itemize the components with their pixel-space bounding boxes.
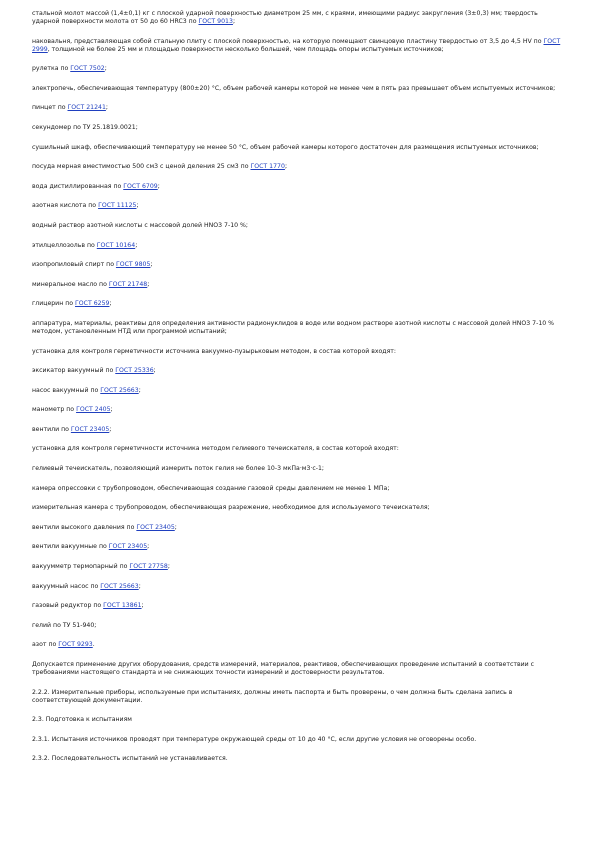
paragraph-text: посуда мерная вместимостью 500 см3 с ценой деления 25 см3 по [32,163,251,171]
paragraph-text: камера опрессовки с трубопроводом, обеспечивающая создание газовой среды давлением не менее 1 МПа; [32,484,390,492]
paragraph-p27 [32,543,563,551]
paragraph-p2 [32,38,563,54]
paragraph-p6 [32,124,563,132]
paragraph-text: ; [157,182,160,190]
paragraph-text: Допускается применение других оборудования, средств измерений, материалов, реактивов, обеспечивающих проведение испытаний в соответствии с требованиями настоящего стандарта и не снижающих точности измерений и достоверности результатов. [32,661,535,676]
paragraph-text: ; [109,425,112,433]
paragraph-text: ; [167,563,170,571]
standard-reference-link[interactable]: ГОСТ 11125 [98,202,137,210]
standard-reference-link[interactable]: ГОСТ 7502 [70,65,105,73]
standard-reference-link[interactable]: ГОСТ 6709 [123,182,158,190]
standard-reference-link[interactable]: ГОСТ 21241 [67,104,106,112]
paragraph-text: ; [147,280,150,288]
paragraph-text: азотная кислота по [32,202,99,210]
paragraph-p24 [32,485,563,493]
paragraph-p9 [32,183,563,191]
standard-reference-link[interactable]: ГОСТ 23405 [70,425,110,433]
standard-reference-link[interactable]: ГОСТ 13861 [103,602,142,610]
paragraph-text: водный раствор азотной кислоты с массовой долей HNO3 7-10 %; [32,221,249,229]
paragraph-text: ; [138,582,141,590]
paragraph-text: электропечь, обеспечивающая температуру (800±20) °С, объем рабочей камеры которой не менее чем в пять раз превышает объем испытуемых источников; [32,84,556,92]
paragraph-p1 [32,10,563,26]
paragraph-text: 2.3.2. Последовательность испытаний не устанавливается. [32,755,228,763]
paragraph-text: ; [153,367,156,375]
standard-reference-link[interactable]: ГОСТ 1770 [250,163,285,171]
paragraph-text: эксикатор вакуумный по [32,367,116,375]
paragraph-text: вентили по [32,425,71,433]
paragraph-text: глицерин по [32,300,76,308]
paragraph-p10 [32,202,563,210]
paragraph-p18 [32,367,563,375]
paragraph-p11 [32,222,563,230]
paragraph-p13 [32,261,563,269]
paragraph-text: 2.3.1. Испытания источников проводят при температуре окружающей среды от 10 до 40 °С, если другие условия не оговорены особо. [32,735,477,743]
standard-reference-link[interactable]: ГОСТ 25336 [115,367,154,375]
paragraph-text: секундомер по ТУ 25.1819.0021; [32,123,138,131]
paragraph-text: вентили вакуумные по [32,543,109,551]
paragraph-text: изопропиловый спирт по [32,261,116,269]
paragraph-text: вакуумметр термопарный по [32,563,130,571]
paragraph-text: ; [138,386,141,394]
paragraph-text: измерительная камера с трубопроводом, обеспечивающая разрежение, необходимое для используемого течеискателя; [32,504,430,512]
paragraph-p22 [32,445,563,453]
paragraph-p16 [32,320,563,336]
paragraph-p23 [32,465,563,473]
paragraph-text: установка для контроля герметичности источника методом гелиевого течеискателя, в состав которой входят: [32,445,399,453]
standard-reference-link[interactable]: ГОСТ 23405 [108,543,148,551]
paragraph-p7 [32,144,563,152]
paragraph-p14 [32,281,563,289]
paragraph-text: . [92,641,95,649]
paragraph-text: пинцет по [32,104,68,112]
paragraph-p5 [32,104,563,112]
paragraph-p28 [32,563,563,571]
paragraph-p34 [32,689,563,705]
paragraph-p8 [32,163,563,171]
paragraph-text: ; [284,163,288,171]
paragraph-text: ; [104,65,107,73]
paragraph-text: минеральное масло по [32,280,109,288]
paragraph-p29 [32,583,563,591]
standard-reference-link[interactable]: ГОСТ 25663 [100,386,139,394]
paragraph-text: 2.2.2. Измерительные приборы, используемые при испытаниях, должны иметь паспорта и быть проверены, о чем должна быть сделана запись в соответствующей документации. [32,688,513,704]
paragraph-p19 [32,387,563,395]
paragraph-text: наковальня, представляющая собой стальную плиту с плоской поверхностью, на которую помещают свинцовую пластину твердостью от 3,5 до 4,5 HV по [32,37,544,45]
standard-reference-link[interactable]: ГОСТ 23405 [136,523,175,531]
standard-reference-link[interactable]: ГОСТ 2405 [76,406,111,414]
paragraph-text: сушильный шкаф, обеспечивающий температуру не менее 50 °С, объем рабочей камеры которого достаточен для размещения испытуемых источников; [32,143,539,151]
standard-reference-link[interactable]: ГОСТ 6259 [75,300,110,308]
paragraph-text: ; [150,261,153,269]
paragraph-text: ; [141,602,144,610]
paragraph-text: азот по [32,641,59,649]
standard-reference-link[interactable]: ГОСТ 25663 [100,582,139,590]
paragraph-text: газовый редуктор по [32,602,104,610]
paragraph-text: стальной молот массой (1,4±0,1) кг с плоской ударной поверхностью диаметром 25 мм, с краями, имеющими радиус закругления (3±0,3) мм; твердость ударной поверхности молота от 50 до 60 HRC3 по [32,10,538,25]
standard-reference-link[interactable]: ГОСТ 27758 [129,563,168,571]
paragraph-text: , толщиной не более 25 мм и площадью поверхности несколько большей, чем площадь опоры испытуемых источников; [47,45,444,53]
paragraph-text: гелиевый течеискатель, позволяющий измерить поток гелия не более 10-3 мкПа·м3·с-1; [32,465,325,473]
paragraph-p37 [32,755,563,763]
paragraph-p3 [32,65,563,73]
paragraph-p15 [32,300,563,308]
standard-reference-link[interactable]: ГОСТ 10164 [96,241,136,249]
paragraph-p32 [32,641,563,649]
paragraph-text: ; [232,18,236,25]
paragraph-p33 [32,661,563,677]
paragraph-p36 [32,736,563,744]
paragraph-text: 2.3. Подготовка к испытаниям [32,716,132,724]
paragraph-p12 [32,242,563,250]
paragraph-text: ; [136,202,139,210]
paragraph-text: ; [174,523,177,531]
paragraph-text: этилцеллозольв по [32,241,97,249]
standard-reference-link[interactable]: ГОСТ 21748 [108,280,148,288]
paragraph-p20 [32,406,563,414]
paragraph-p35 [32,716,563,724]
paragraph-text: аппаратура, материалы, реактивы для определения активности радионуклидов в воде или водном растворе азотной кислоты с массовой долей HNO3 7-10 % методом, установленным НТД или программой испытаний; [32,319,555,335]
paragraph-p26 [32,524,563,532]
paragraph-p4 [32,85,563,93]
paragraph-text: ; [109,300,112,308]
paragraph-text: ; [135,241,138,249]
paragraph-text: ; [105,104,108,112]
paragraph-text: рулетка по [32,65,71,73]
paragraph-p25 [32,504,563,512]
paragraph-text: вода дистиллированная по [32,182,124,190]
standard-reference-link[interactable]: ГОСТ 9013 [198,18,233,25]
paragraph-p30 [32,602,563,610]
paragraph-p21 [32,426,563,434]
paragraph-text: ; [147,543,150,551]
paragraph-text: насос вакуумный по [32,386,101,394]
paragraph-text: ; [110,406,113,414]
standard-reference-link[interactable]: ГОСТ 9293 [58,641,93,649]
paragraph-text: вакуумный насос по [32,582,101,590]
standard-reference-link[interactable]: ГОСТ 9805 [115,261,151,269]
standard-reference-link[interactable]: ГОСТ 2999 [32,37,561,53]
paragraph-text: манометр по [32,406,77,414]
paragraph-p17 [32,348,563,356]
paragraph-p31 [32,622,563,630]
paragraph-text: вентили высокого давления по [32,523,137,531]
paragraph-text: гелий по ТУ 51-940; [32,621,97,629]
paragraph-text: установка для контроля герметичности источника вакуумно-пузырьковым методом, в состав которой входят: [32,347,396,355]
